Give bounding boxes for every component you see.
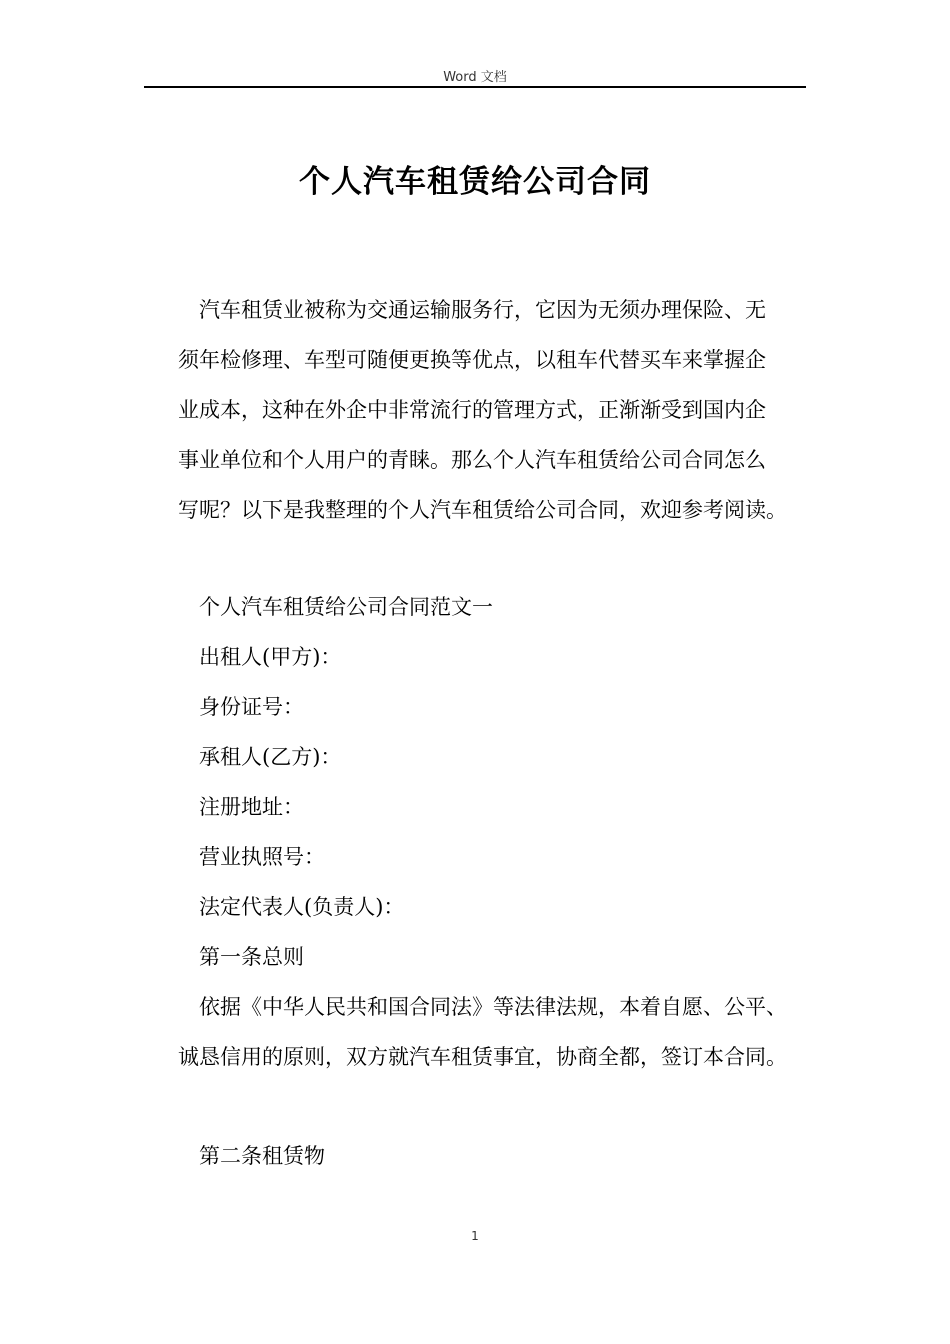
field-legal-representative: 法定代表人(负责人)： [199,895,405,919]
field-lessee: 承租人(乙方)： [199,745,342,769]
page-number: 1 [471,1229,479,1243]
page-header: Word 文档 [443,70,507,85]
intro-line: 须年检修理、车型可随便更换等优点，以租车代替买车来掌握企 [178,348,766,372]
intro-line: 业成本，这种在外企中非常流行的管理方式，正渐渐受到国内企 [178,398,766,422]
header-divider [144,86,806,88]
article-1-line: 依据《中华人民共和国合同法》等法律法规，本着自愿、公平、 [199,995,787,1019]
document-title: 个人汽车租赁给公司合同 [299,164,651,200]
article-2-heading: 第二条租赁物 [199,1144,325,1168]
intro-line: 事业单位和个人用户的青睐。那么个人汽车租赁给公司合同怎么 [178,448,766,472]
field-lessor: 出租人(甲方)： [199,645,342,669]
field-registered-address: 注册地址： [199,795,304,819]
intro-line: 汽车租赁业被称为交通运输服务行，它因为无须办理保险、无 [199,298,766,322]
article-1-heading: 第一条总则 [199,945,304,969]
intro-line: 写呢？以下是我整理的个人汽车租赁给公司合同，欢迎参考阅读。 [178,498,787,522]
field-business-license: 营业执照号： [199,845,325,869]
field-id-number: 身份证号： [199,695,304,719]
sample-heading: 个人汽车租赁给公司合同范文一 [199,595,493,619]
article-1-line: 诚恳信用的原则，双方就汽车租赁事宜，协商全都，签订本合同。 [178,1045,787,1069]
